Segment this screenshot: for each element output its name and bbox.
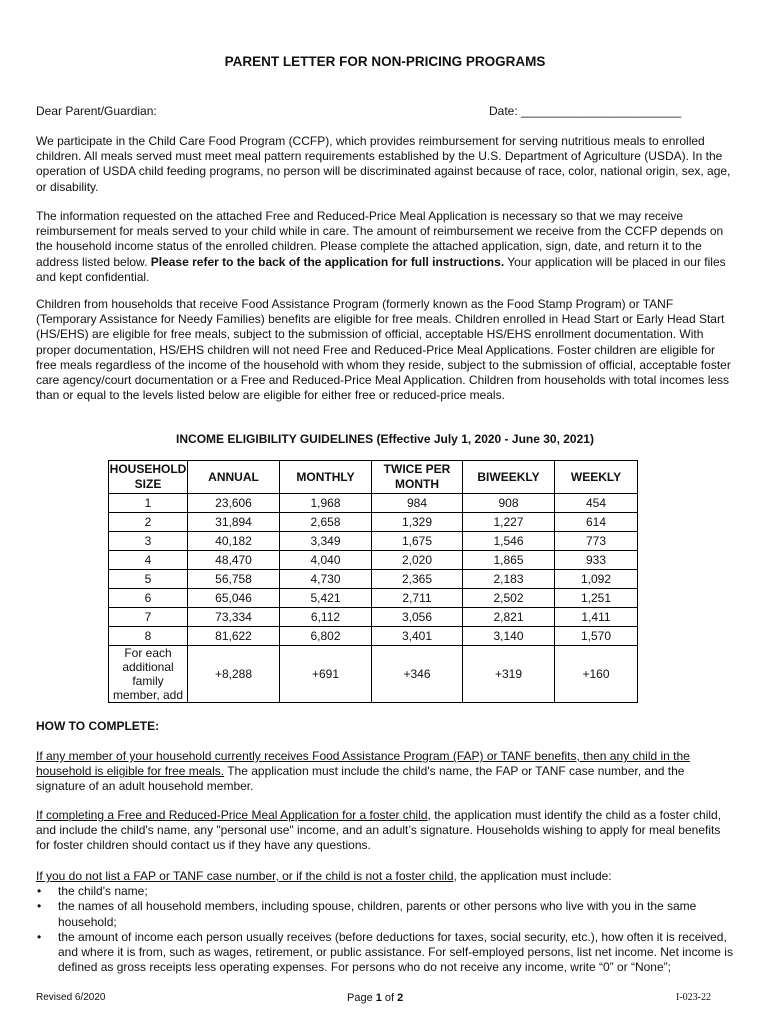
cell-household-size: 1 bbox=[109, 494, 188, 513]
greeting: Dear Parent/Guardian: bbox=[36, 104, 157, 118]
list-item: • the names of all household members, including spouse, children, parents or other persons who live with you in the same household; bbox=[36, 899, 736, 929]
intro-paragraph: We participate in the Child Care Food Program (CCFP), which provides reimbursement for serving nutritious meals to enrolled children. All meals served must meet meal pattern requirements established by the U.S. Department of Agriculture (USDA). In the operation of USDA child feeding programs, no person will be discriminated against because of race, color, national origin, sex, age, or disability. bbox=[36, 134, 731, 194]
cell-annual: 48,470 bbox=[188, 551, 280, 570]
cell-household-size: 6 bbox=[109, 589, 188, 608]
cell-monthly: 6,112 bbox=[280, 608, 372, 627]
cell-monthly: 3,349 bbox=[280, 532, 372, 551]
header-twice-per-month: TWICE PER MONTH bbox=[372, 461, 463, 494]
date-field[interactable]: Date: ________________________ bbox=[489, 104, 682, 118]
cell-monthly: 4,730 bbox=[280, 570, 372, 589]
cell-biweekly: 2,183 bbox=[463, 570, 555, 589]
cell-twice-per-month: 1,329 bbox=[372, 513, 463, 532]
cell-biweekly: 1,865 bbox=[463, 551, 555, 570]
cell-annual: 56,758 bbox=[188, 570, 280, 589]
header-annual: ANNUAL bbox=[188, 461, 280, 494]
how-paragraph-other bbox=[36, 869, 736, 975]
cell-weekly: 1,411 bbox=[555, 608, 638, 627]
how-to-complete-heading: HOW TO COMPLETE: bbox=[36, 719, 160, 733]
information-text: The information requested on the attached Free and Reduced-Price Meal Application is necessary so that we may receive reimbursement for meals served to your child while in care. The amount of reimbursement we receive from the CCFP depends on the household income status of the enrolled children. Please complete the attached application, sign, date, and return it to the address listed below. bbox=[36, 209, 724, 269]
cell-annual: 81,622 bbox=[188, 627, 280, 646]
cell-twice-per-month: 2,365 bbox=[372, 570, 463, 589]
foster-condition: If completing a Free and Reduced-Price Meal Application for a foster child bbox=[36, 808, 428, 822]
revised-date: Revised 6/2020 bbox=[36, 992, 106, 1003]
cell-weekly: 614 bbox=[555, 513, 638, 532]
cell-biweekly: 3,140 bbox=[463, 627, 555, 646]
cell-weekly: 454 bbox=[555, 494, 638, 513]
cell-biweekly: 1,546 bbox=[463, 532, 555, 551]
cell-monthly: 2,658 bbox=[280, 513, 372, 532]
cell-twice-per-month: 3,056 bbox=[372, 608, 463, 627]
table-row bbox=[109, 646, 638, 703]
form-id: I-023-22 bbox=[676, 992, 711, 1003]
cell-household-size: For each additional family member, add bbox=[109, 646, 188, 703]
requirements-list bbox=[36, 884, 736, 975]
list-item: • the child's name; bbox=[36, 884, 736, 899]
table-header-row bbox=[109, 461, 638, 494]
cell-weekly: 1,251 bbox=[555, 589, 638, 608]
table-row bbox=[109, 570, 638, 589]
table-row bbox=[109, 608, 638, 627]
cell-monthly: +691 bbox=[280, 646, 372, 703]
cell-annual: 73,334 bbox=[188, 608, 280, 627]
cell-annual: 23,606 bbox=[188, 494, 280, 513]
cell-monthly: 1,968 bbox=[280, 494, 372, 513]
fap-condition: If any member of your household currently receives Food Assistance Program (FAP) or TANF benefits, then any child in the household is eligible for free meals. bbox=[36, 749, 690, 779]
page-title: PARENT LETTER FOR NON-PRICING PROGRAMS bbox=[224, 54, 546, 69]
cell-twice-per-month: 984 bbox=[372, 494, 463, 513]
eligibility-paragraph: Children from households that receive Food Assistance Program (formerly known as the Food Stamp Program) or TANF (Temporary Assistance for Needy Families) benefits are eligible for free meals. Children enrolled in Head Start or Early Head Start (HS/EHS) are eligible for free meals, subject to the submission of official, acceptable HS/EHS enrollment documentation. With proper documentation, HS/EHS children will not need Free and Reduced-Price Meal Applications. Foster children are eligible for free meals regardless of the income of the household with whom they reside, subject to the submission of official, acceptable foster care agency/court documentation or a Free and Reduced-Price Meal Application. Children from households with total incomes less than or equal to the levels listed below are eligible for either free or reduced-price meals. bbox=[36, 297, 731, 403]
instructions-note: Please refer to the back of the application for full instructions. bbox=[150, 254, 505, 269]
cell-weekly: 1,092 bbox=[555, 570, 638, 589]
cell-weekly: 773 bbox=[555, 532, 638, 551]
header-weekly: WEEKLY bbox=[555, 461, 638, 494]
cell-household-size: 8 bbox=[109, 627, 188, 646]
cell-monthly: 6,802 bbox=[280, 627, 372, 646]
header-household-size: HOUSEHOLD SIZE bbox=[109, 461, 188, 494]
table-row bbox=[109, 532, 638, 551]
cell-twice-per-month: 2,020 bbox=[372, 551, 463, 570]
cell-household-size: 5 bbox=[109, 570, 188, 589]
table-row bbox=[109, 589, 638, 608]
page-prefix: Page bbox=[347, 992, 376, 1004]
cell-annual: 31,894 bbox=[188, 513, 280, 532]
cell-weekly: 1,570 bbox=[555, 627, 638, 646]
cell-household-size: 2 bbox=[109, 513, 188, 532]
how-paragraph-fap bbox=[36, 749, 736, 795]
other-requirements: , the application must include: bbox=[453, 869, 612, 883]
foster-requirements: , the application must identify the child as a foster child, and include the child's name, any "personal use" income, and an adult’s signature. Households wishing to apply for meal benefits for foster children should contact us if they have any questions. bbox=[36, 808, 722, 853]
page-number bbox=[347, 992, 403, 1004]
table-row bbox=[109, 627, 638, 646]
cell-weekly: +160 bbox=[555, 646, 638, 703]
cell-biweekly: +319 bbox=[463, 646, 555, 703]
cell-monthly: 5,421 bbox=[280, 589, 372, 608]
table-row bbox=[109, 494, 638, 513]
cell-biweekly: 908 bbox=[463, 494, 555, 513]
table-row bbox=[109, 513, 638, 532]
table-title: INCOME ELIGIBILITY GUIDELINES (Effective July 1, 2020 - June 30, 2021) bbox=[176, 432, 594, 446]
cell-biweekly: 1,227 bbox=[463, 513, 555, 532]
income-guidelines-table bbox=[108, 460, 638, 703]
cell-annual: +8,288 bbox=[188, 646, 280, 703]
cell-twice-per-month: 1,675 bbox=[372, 532, 463, 551]
cell-monthly: 4,040 bbox=[280, 551, 372, 570]
how-paragraph-foster bbox=[36, 808, 736, 854]
table-row bbox=[109, 551, 638, 570]
cell-annual: 65,046 bbox=[188, 589, 280, 608]
cell-household-size: 3 bbox=[109, 532, 188, 551]
cell-annual: 40,182 bbox=[188, 532, 280, 551]
cell-twice-per-month: 2,711 bbox=[372, 589, 463, 608]
header-monthly: MONTHLY bbox=[280, 461, 372, 494]
information-paragraph bbox=[36, 209, 736, 285]
cell-household-size: 4 bbox=[109, 551, 188, 570]
cell-weekly: 933 bbox=[555, 551, 638, 570]
cell-biweekly: 2,502 bbox=[463, 589, 555, 608]
page-total: 2 bbox=[397, 992, 404, 1004]
header-biweekly: BIWEEKLY bbox=[463, 461, 555, 494]
confidential-text: Your application will be placed in our files and kept confidential. bbox=[36, 254, 726, 284]
page-of: of bbox=[381, 992, 398, 1004]
page-current: 1 bbox=[375, 992, 382, 1004]
cell-twice-per-month: 3,401 bbox=[372, 627, 463, 646]
other-condition: If you do not list a FAP or TANF case number, or if the child is not a foster child bbox=[36, 869, 454, 883]
cell-household-size: 7 bbox=[109, 608, 188, 627]
cell-twice-per-month: +346 bbox=[372, 646, 463, 703]
list-item: • the amount of income each person usually receives (before deductions for taxes, social security, etc.), how often it is received, and where it is from, such as wages, retirement, or public assistance. For self-employed persons, list net income. Net income is defined as gross receipts less operating expenses. For persons who do not receive any income, write “0” or “None”; bbox=[36, 930, 736, 976]
cell-biweekly: 2,821 bbox=[463, 608, 555, 627]
fap-requirements: The application must include the child's name, the FAP or TANF case number, and the signature of an adult household member. bbox=[36, 764, 685, 794]
